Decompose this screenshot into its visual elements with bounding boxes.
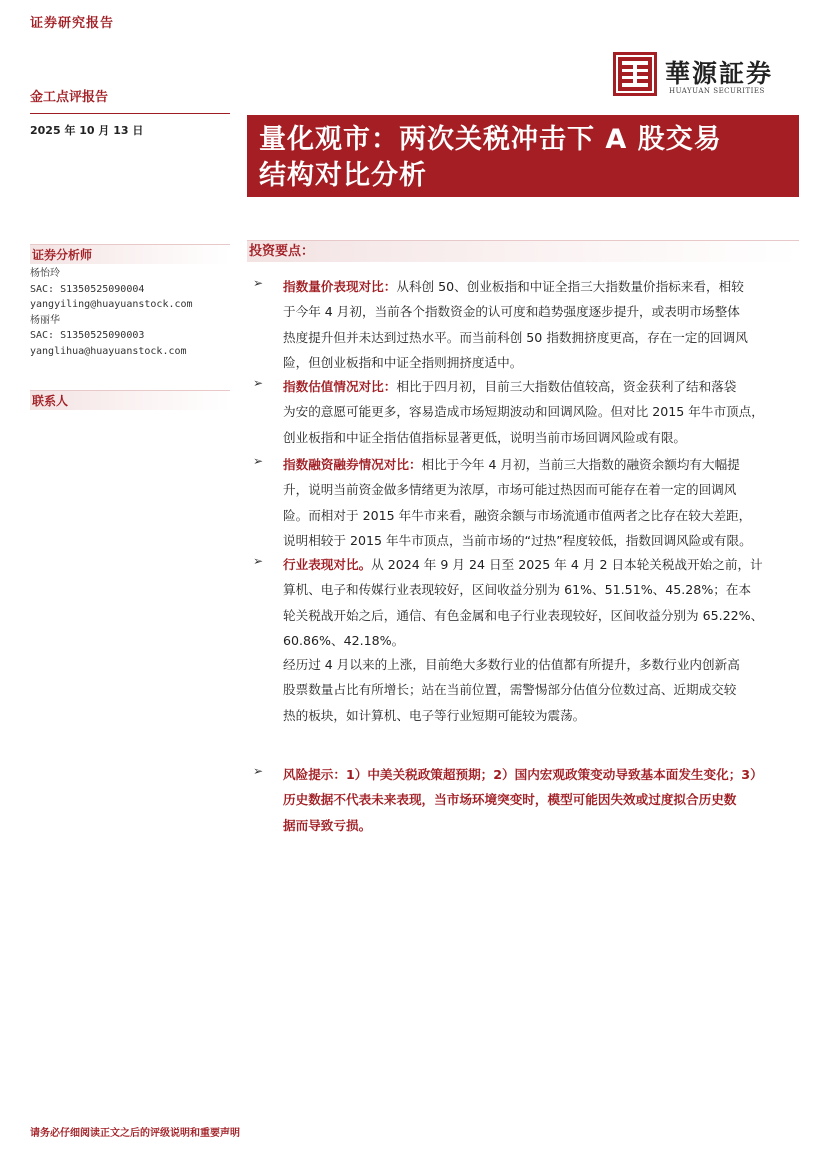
investment-highlights-header: 投资要点： xyxy=(247,240,799,262)
page-title-line-1: 量化观市：两次关税冲击下 A 股交易 xyxy=(259,124,722,155)
brand-name-cn: 華源証券 xyxy=(665,59,774,88)
report-type-label: 证券研究报告 xyxy=(30,16,115,31)
analyst-sac: SAC: S1350525090004 xyxy=(30,283,145,295)
footer-disclaimer: 请务必仔细阅读正文之后的评级说明和重要声明 xyxy=(30,1128,240,1139)
highlight-heading: 指数量价表现对比： xyxy=(283,279,397,294)
highlight-text: 指数量价表现对比：从科创 50、创业板指和中证全指三大指数量价指标来看，相较 于今年 4 月初，当前各个指数资金的认可度和趋势强度逐步提升，或表明市场整体 热度提升但并未达到过热水平。而当前科创 50 指数拥挤度更高，存在一定的回调风 险，但创业板指和中证全指则拥挤度适中。 xyxy=(283,279,748,370)
highlight-heading: 指数融资融券情况对比： xyxy=(283,457,422,472)
report-date: 2025 年 10 月 13 日 xyxy=(30,124,144,137)
highlight-heading: 行业表现对比。 xyxy=(283,557,372,572)
arrow-bullet-icon: ➢ xyxy=(253,276,264,290)
brand-name-en: HUAYUAN SECURITIES xyxy=(669,87,765,95)
arrow-bullet-icon: ➢ xyxy=(253,454,264,468)
analyst-sac: SAC: S1350525090003 xyxy=(30,330,145,341)
arrow-bullet-icon: ➢ xyxy=(253,764,264,778)
highlight-heading: 指数估值情况对比： xyxy=(283,379,397,394)
contact-section-header: 联系人 xyxy=(30,390,230,410)
risk-warning-text: 风险提示：1）中美关税政策超预期；2）国内宏观政策变动导致基本面发生变化；3） 历史数据不代表未来表现，当市场环境突变时，模型可能因失效或过度拟合历史数 据而导致亏损。 xyxy=(283,767,763,833)
highlight-followup-text: 经历过 4 月以来的上涨，目前绝大多数行业的估值都有所提升，多数行业内创新高 股票数量占比有所增长；站在当前位置，需警惕部分估值分位数过高、近期成交较 热的板块，如计算机、电子等行业短期可能较为震荡。 xyxy=(283,657,740,723)
analyst-name: 杨怡玲 xyxy=(30,268,60,279)
title-banner xyxy=(247,115,799,197)
brand-logo xyxy=(613,52,793,100)
report-category: 金工点评报告 xyxy=(30,90,109,105)
highlight-text: 指数估值情况对比：相比于四月初，目前三大指数估值较高，资金获利了结和落袋 为安的意愿可能更多，容易造成市场短期波动和回调风险。但对比 2015 年牛市顶点， 创业板指和中证全指估值指标显著更低，说明当前市场回调风险或有限。 xyxy=(283,379,764,445)
analyst-email[interactable]: yangyiling@huayuanstock.com xyxy=(30,299,193,310)
arrow-bullet-icon: ➢ xyxy=(253,554,264,568)
analyst-section-header: 证券分析师 xyxy=(30,244,230,264)
analyst-list xyxy=(30,266,193,359)
analyst-name: 杨丽华 xyxy=(30,314,60,326)
divider xyxy=(30,113,230,114)
highlight-text: 行业表现对比。从 2024 年 9 月 24 日至 2025 年 4 月 2 日本轮关税战开始之前，计 算机、电子和传媒行业表现较好，区间收益分别为 61%、51.51%、45.28%；在本 轮关税战开始之后，通信、有色金属和电子行业表现较好，区间收益分别为 65.22%、 60.86%、42.18%。 xyxy=(283,557,764,648)
analyst-email[interactable]: yanglihua@huayuanstock.com xyxy=(30,345,187,357)
arrow-bullet-icon: ➢ xyxy=(253,376,264,390)
brand-seal-icon xyxy=(613,52,657,96)
highlight-text: 指数融资融券情况对比：相比于今年 4 月初，当前三大指数的融资余额均有大幅提 升，说明当前资金做多情绪更为浓厚，市场可能过热因而可能存在着一定的回调风 险。而相对于 2015 年牛市来看，融资余额与市场流通市值两者之比存在较大差距， 说明相较于 2015 年牛市顶点，当前市场的“过热”程度较低，指数回调风险或有限。 xyxy=(283,457,752,548)
page-title-line-2: 结构对比分析 xyxy=(259,160,427,191)
